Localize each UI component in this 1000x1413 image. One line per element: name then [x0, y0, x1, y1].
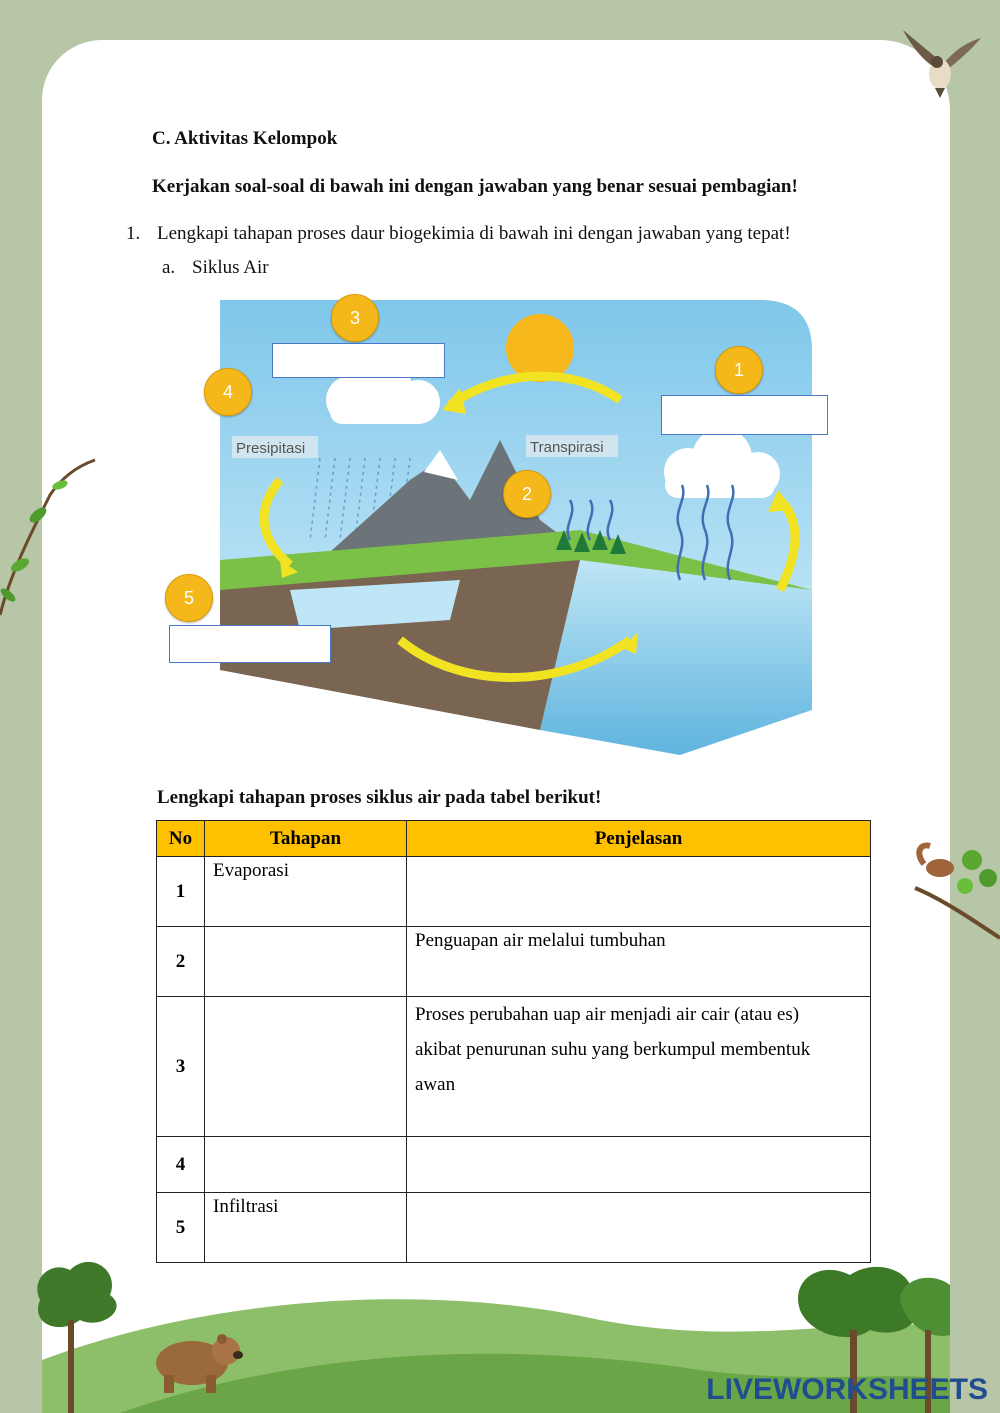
row-number: 5	[157, 1193, 205, 1263]
table-title: Lengkapi tahapan proses siklus air pada tabel berikut!	[157, 787, 602, 808]
table-row	[157, 1193, 871, 1263]
section-title: C. Aktivitas Kelompok	[152, 128, 338, 149]
header-no: No	[157, 821, 205, 857]
squirrel-branch-illustration	[910, 838, 1000, 943]
stage-input-cell[interactable]	[205, 997, 407, 1137]
explanation-cell: Penguapan air melalui tumbuhan	[407, 927, 871, 997]
explanation-cell	[407, 997, 871, 1137]
bear-illustration	[150, 1325, 245, 1395]
diagram-badge-2: 2	[503, 470, 551, 518]
question-text: Lengkapi tahapan proses daur biogekimia di bawah ini dengan jawaban yang tepat!	[157, 223, 791, 244]
diagram-badge-1: 1	[715, 346, 763, 394]
answer-box-1[interactable]	[661, 395, 828, 435]
water-cycle-table	[156, 820, 871, 1263]
diagram-badge-5: 5	[165, 574, 213, 622]
table-header-row	[157, 821, 871, 857]
vine-left-illustration	[0, 455, 100, 625]
bird-illustration	[895, 28, 985, 100]
diagram-badge-4: 4	[204, 368, 252, 416]
instruction-text: Kerjakan soal-soal di bawah ini dengan jawaban yang benar sesuai pembagian!	[152, 176, 798, 197]
stage-cell: Evaporasi	[205, 857, 407, 927]
stage-input-cell[interactable]	[205, 927, 407, 997]
table-row	[157, 857, 871, 927]
row-number: 2	[157, 927, 205, 997]
header-tahapan: Tahapan	[205, 821, 407, 857]
header-penjelasan: Penjelasan	[407, 821, 871, 857]
stage-input-cell[interactable]	[205, 1137, 407, 1193]
diagram-badge-3: 3	[331, 294, 379, 342]
answer-box-3[interactable]	[272, 343, 445, 378]
explanation-input-cell[interactable]	[407, 1137, 871, 1193]
table-row	[157, 997, 871, 1137]
explanation-input-cell[interactable]	[407, 1193, 871, 1263]
table-row	[157, 927, 871, 997]
answer-box-5[interactable]	[169, 625, 331, 663]
diagram-label-transpirasi: Transpirasi	[530, 439, 604, 456]
explanation-line: akibat penurunan suhu yang berkumpul membentuk	[415, 1039, 811, 1060]
stage-cell: Infiltrasi	[205, 1193, 407, 1263]
row-number: 3	[157, 997, 205, 1137]
question-number: 1.	[126, 223, 141, 244]
liveworksheets-logo: LIVEWORKSHEETS	[706, 1373, 988, 1406]
table-row	[157, 1137, 871, 1193]
row-number: 1	[157, 857, 205, 927]
diagram-label-presipitasi: Presipitasi	[236, 440, 306, 457]
row-number: 4	[157, 1137, 205, 1193]
explanation-input-cell[interactable]	[407, 857, 871, 927]
explanation-line: awan	[415, 1074, 456, 1095]
explanation-line: Proses perubahan uap air menjadi air cair (atau es)	[415, 1004, 800, 1025]
sub-question-letter: a.	[162, 257, 176, 278]
sub-question-title: Siklus Air	[192, 257, 269, 278]
